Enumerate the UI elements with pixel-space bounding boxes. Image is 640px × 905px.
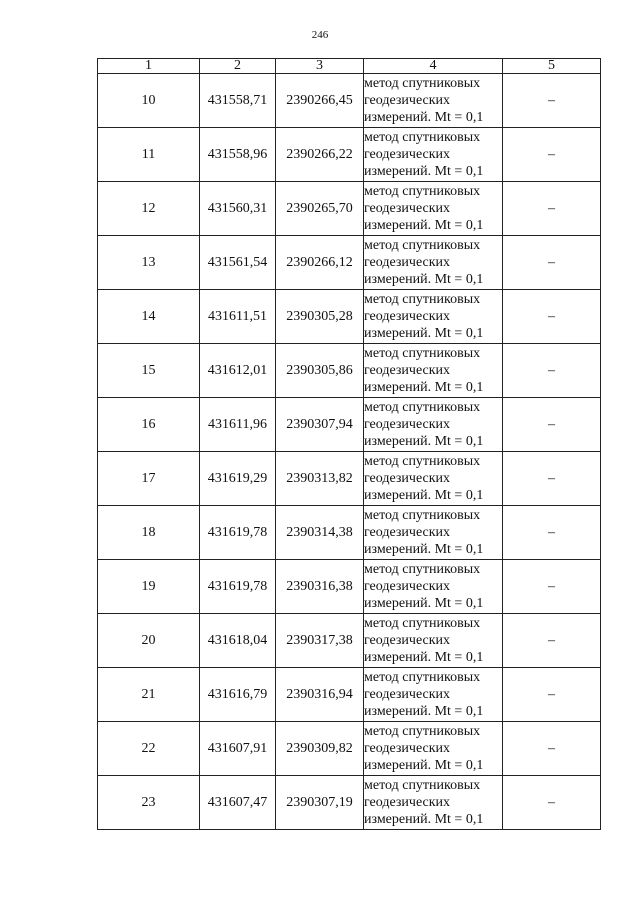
method-cell: метод спутниковых геодезических измерений. Mt = 0,1: [364, 398, 503, 452]
coordinates-table: [97, 58, 601, 830]
table-row: [98, 344, 601, 398]
point-number-cell: 10: [98, 74, 200, 128]
table-row: [98, 614, 601, 668]
point-number-cell: 12: [98, 182, 200, 236]
note-cell: –: [503, 506, 601, 560]
y-coordinate-cell: 2390317,38: [276, 614, 364, 668]
point-number-cell: 11: [98, 128, 200, 182]
x-coordinate-cell: 431616,79: [200, 668, 276, 722]
y-coordinate-cell: 2390307,94: [276, 398, 364, 452]
y-coordinate-cell: 2390305,28: [276, 290, 364, 344]
y-coordinate-cell: 2390266,12: [276, 236, 364, 290]
table-row: [98, 74, 601, 128]
header-cell-1: 1: [98, 59, 200, 74]
note-cell: –: [503, 128, 601, 182]
y-coordinate-cell: 2390313,82: [276, 452, 364, 506]
y-coordinate-cell: 2390316,38: [276, 560, 364, 614]
x-coordinate-cell: 431619,78: [200, 560, 276, 614]
x-coordinate-cell: 431558,96: [200, 128, 276, 182]
x-coordinate-cell: 431607,91: [200, 722, 276, 776]
note-cell: –: [503, 344, 601, 398]
y-coordinate-cell: 2390266,45: [276, 74, 364, 128]
note-cell: –: [503, 614, 601, 668]
y-coordinate-cell: 2390266,22: [276, 128, 364, 182]
method-cell: метод спутниковых геодезических измерений. Mt = 0,1: [364, 344, 503, 398]
x-coordinate-cell: 431558,71: [200, 74, 276, 128]
note-cell: –: [503, 74, 601, 128]
table-row: [98, 182, 601, 236]
point-number-cell: 17: [98, 452, 200, 506]
table-row: [98, 452, 601, 506]
method-cell: метод спутниковых геодезических измерений. Mt = 0,1: [364, 236, 503, 290]
note-cell: –: [503, 560, 601, 614]
header-cell-2: 2: [200, 59, 276, 74]
point-number-cell: 16: [98, 398, 200, 452]
method-cell: метод спутниковых геодезических измерений. Mt = 0,1: [364, 452, 503, 506]
table-header: [98, 59, 601, 74]
y-coordinate-cell: 2390265,70: [276, 182, 364, 236]
point-number-cell: 13: [98, 236, 200, 290]
x-coordinate-cell: 431619,29: [200, 452, 276, 506]
header-cell-3: 3: [276, 59, 364, 74]
x-coordinate-cell: 431611,51: [200, 290, 276, 344]
point-number-cell: 18: [98, 506, 200, 560]
header-row: [98, 59, 601, 74]
method-cell: метод спутниковых геодезических измерений. Mt = 0,1: [364, 506, 503, 560]
method-cell: метод спутниковых геодезических измерений. Mt = 0,1: [364, 128, 503, 182]
x-coordinate-cell: 431561,54: [200, 236, 276, 290]
method-cell: метод спутниковых геодезических измерений. Mt = 0,1: [364, 722, 503, 776]
point-number-cell: 21: [98, 668, 200, 722]
page-number: 246: [311, 29, 329, 41]
point-number-cell: 14: [98, 290, 200, 344]
table-row: [98, 668, 601, 722]
table-row: [98, 776, 601, 830]
header-cell-4: 4: [364, 59, 503, 74]
point-number-cell: 20: [98, 614, 200, 668]
y-coordinate-cell: 2390309,82: [276, 722, 364, 776]
method-cell: метод спутниковых геодезических измерений. Mt = 0,1: [364, 560, 503, 614]
note-cell: –: [503, 776, 601, 830]
note-cell: –: [503, 398, 601, 452]
note-cell: –: [503, 182, 601, 236]
note-cell: –: [503, 290, 601, 344]
method-cell: метод спутниковых геодезических измерений. Mt = 0,1: [364, 290, 503, 344]
note-cell: –: [503, 722, 601, 776]
header-cell-5: 5: [503, 59, 601, 74]
table-row: [98, 398, 601, 452]
table-row: [98, 236, 601, 290]
y-coordinate-cell: 2390307,19: [276, 776, 364, 830]
method-cell: метод спутниковых геодезических измерений. Mt = 0,1: [364, 776, 503, 830]
point-number-cell: 22: [98, 722, 200, 776]
y-coordinate-cell: 2390316,94: [276, 668, 364, 722]
table-row: [98, 722, 601, 776]
table-row: [98, 128, 601, 182]
x-coordinate-cell: 431618,04: [200, 614, 276, 668]
x-coordinate-cell: 431560,31: [200, 182, 276, 236]
x-coordinate-cell: 431619,78: [200, 506, 276, 560]
table-row: [98, 290, 601, 344]
x-coordinate-cell: 431611,96: [200, 398, 276, 452]
y-coordinate-cell: 2390305,86: [276, 344, 364, 398]
x-coordinate-cell: 431607,47: [200, 776, 276, 830]
point-number-cell: 23: [98, 776, 200, 830]
table-body: [98, 74, 601, 830]
x-coordinate-cell: 431612,01: [200, 344, 276, 398]
point-number-cell: 15: [98, 344, 200, 398]
method-cell: метод спутниковых геодезических измерений. Mt = 0,1: [364, 614, 503, 668]
method-cell: метод спутниковых геодезических измерений. Mt = 0,1: [364, 182, 503, 236]
y-coordinate-cell: 2390314,38: [276, 506, 364, 560]
point-number-cell: 19: [98, 560, 200, 614]
note-cell: –: [503, 236, 601, 290]
note-cell: –: [503, 668, 601, 722]
table-row: [98, 506, 601, 560]
table-row: [98, 560, 601, 614]
method-cell: метод спутниковых геодезических измерений. Mt = 0,1: [364, 668, 503, 722]
method-cell: метод спутниковых геодезических измерений. Mt = 0,1: [364, 74, 503, 128]
note-cell: –: [503, 452, 601, 506]
